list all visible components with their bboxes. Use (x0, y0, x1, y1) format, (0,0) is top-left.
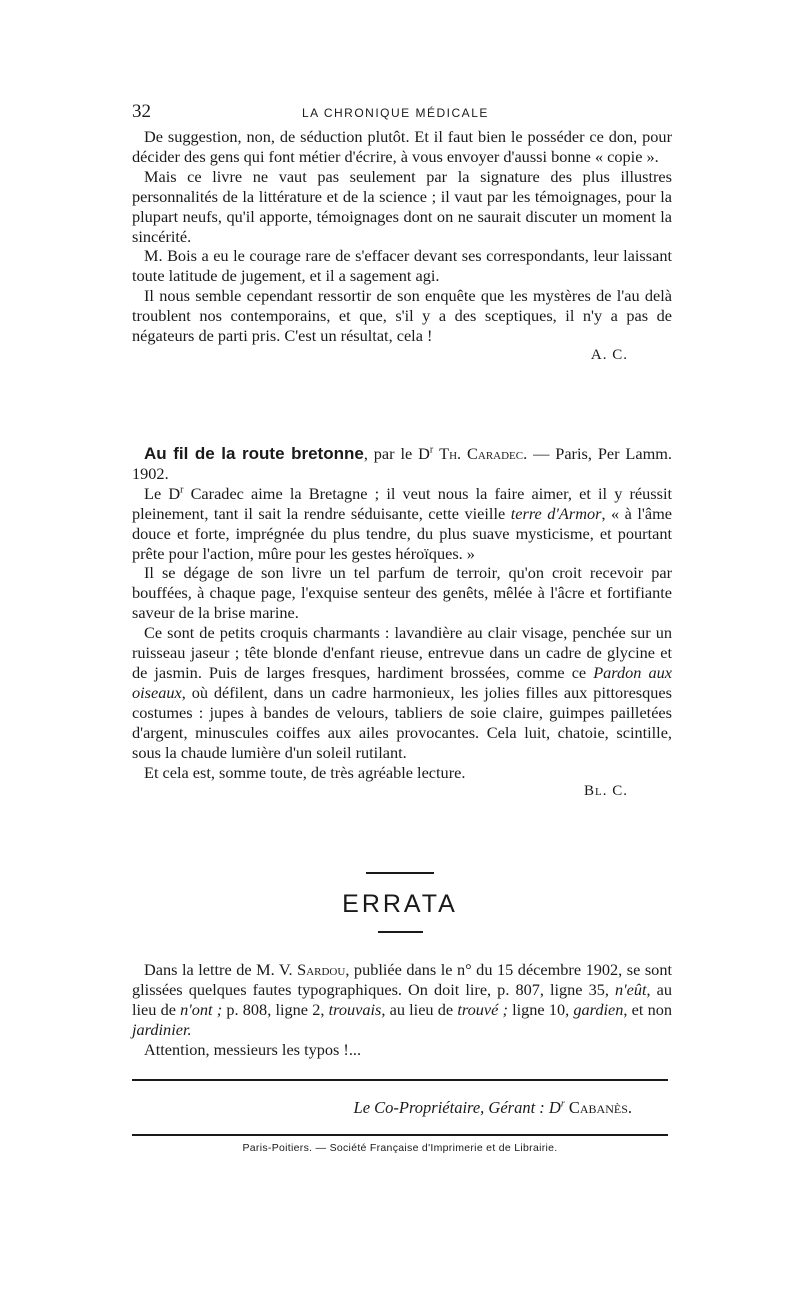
italic-text: trouvé ; (457, 999, 508, 1019)
text: , au lieu de (132, 979, 672, 1019)
paragraph: M. Bois a eu le courage rare de s'effacer devant ses correspondants, leur laissant toute latitude de jugement, et il a sagement agi. (132, 246, 672, 286)
superscript: r (180, 484, 184, 496)
signature: A. C. (590, 346, 628, 363)
paragraph: De suggestion, non, de séduction plutôt. Et il faut bien le posséder ce don, pour décider des gens qui font métier d'écrire, à vous envoyer d'aussi bonne « copie ». (132, 127, 672, 166)
review-citation (132, 444, 672, 484)
review-title: Au fil de la route bretonne (144, 444, 364, 463)
review-2 (132, 444, 672, 802)
text: Le D (144, 483, 181, 503)
errata-body (132, 960, 672, 1060)
text: Caradec aime la Bretagne ; il veut nous la faire aimer, et il y réussit pleinement, tant il sait la rendre séduisante, cette vieille (132, 483, 672, 523)
italic-text: n'ont ; (180, 999, 223, 1019)
superscript: r (429, 444, 434, 456)
text: , « à l'âme douce et forte, imprégnée du plus tendre, du plus suave mysticisme, et pourtant prête pour l'action, mûre pour les gestes héroïques. » (132, 503, 672, 563)
paragraph (132, 960, 672, 1040)
paragraph: Attention, messieurs les typos !... (144, 1039, 362, 1059)
author-name: Th. Caradec (439, 444, 524, 463)
page-header (132, 101, 672, 125)
signature: Bl. C. (584, 783, 628, 800)
citation-text: , par le D (363, 444, 430, 463)
paragraph: Il se dégage de son livre un tel parfum de terroir, qu'on croit recevoir par bouffées, à chaque page, l'exquise senteur des genêts, mêlée à l'âcre et fortifiante saveur de la brise marine. (132, 563, 672, 623)
separator-rule (378, 931, 423, 933)
text: , au lieu de (381, 999, 458, 1019)
gerant-name: Cabanès. (568, 1098, 632, 1117)
italic-text: jardinier. (132, 1019, 192, 1039)
paragraph: Mais ce livre ne vaut pas seulement par la signature des plus illustres personnalités de la littérature et de la science ; il vaut par les témoignages, pour la plupart neufs, qu'il apporte, témoignages dont on ne saurait discuter un moment la sincérité. (132, 166, 672, 246)
footer-rule (132, 1134, 668, 1136)
italic-text: terre d'Armor (510, 503, 602, 523)
text: , publiée dans le n° du 15 décembre 1902, se sont glissées quelques fautes typographiques. On doit lire, p. 807, ligne 35, (132, 960, 672, 999)
text: Dans la lettre de M. V. (144, 960, 298, 979)
text: p. 808, ligne 2, (222, 999, 329, 1019)
text: , et non (623, 999, 673, 1019)
superscript: r (560, 1098, 565, 1110)
gerant-line (132, 1098, 632, 1118)
citation-text: . — Paris, Per Lamm. 1902. (132, 444, 672, 483)
errata-heading: ERRATA (342, 890, 458, 918)
separator-rule (366, 872, 434, 874)
footer-rule (132, 1079, 668, 1081)
review-1-body (132, 127, 672, 366)
text: ligne 10, (507, 999, 574, 1019)
italic-text: trouvais (328, 999, 382, 1019)
paragraph: Et cela est, somme toute, de très agréable lecture. (144, 762, 466, 782)
paragraph (132, 623, 672, 762)
paragraph (132, 484, 672, 564)
text: Ce sont de petits croquis charmants : lavandière au clair visage, penchée sur un ruisseau jaseur ; tête blonde d'enfant rieuse, entrevue dans un cadre de glycine et de jasmin. Puis de larges fresques, hardiment brossées, comme ce (132, 623, 672, 682)
gerant-label: Le Co-Propriétaire, Gérant : D (353, 1098, 561, 1117)
text: , où défilent, dans un cadre harmonieux, les jolies filles aux pittoresques costumes : jupes à bandes de velours, tabliers de soie claire, guimpes pailletées d'argent, minuscules coiffes aux ailes provocantes. Cela luit, chatoie, scintille, sous la chaude lumière d'un soleil rutilant. (132, 682, 672, 762)
page-number: 32 (132, 101, 151, 122)
author-name: Sardou (297, 960, 346, 979)
italic-text: Pardon aux oiseaux (132, 662, 672, 702)
paragraph: Il nous semble cependant ressortir de son enquête que les mystères de l'au delà troublent nos contemporains, et que, s'il y a des sceptiques, il n'y a pas de négateurs de parti pris. C'est un résultat, cela ! (132, 286, 672, 346)
printer-line: Paris-Poitiers. — Société Française d'Imprimerie et de Librairie. (242, 1142, 558, 1154)
italic-text: n'eût (614, 979, 647, 999)
italic-text: gardien (573, 999, 624, 1019)
running-title: LA CHRONIQUE MÉDICALE (302, 106, 489, 120)
